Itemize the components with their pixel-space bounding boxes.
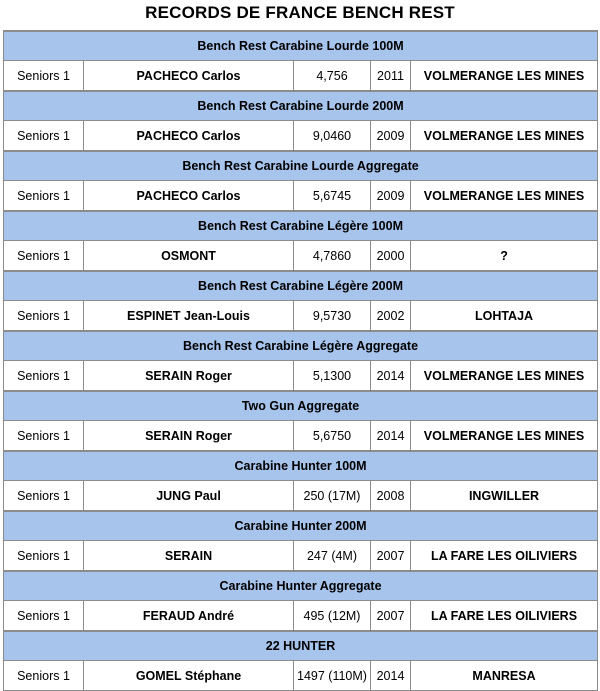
- page-title: RECORDS DE FRANCE BENCH REST: [145, 3, 455, 22]
- section-header-row: [4, 91, 598, 121]
- score-cell: 4,7860: [294, 241, 371, 272]
- record-row: [4, 61, 598, 92]
- holder-name-cell: FERAUD André: [84, 601, 294, 632]
- score-cell: 250 (17M): [294, 481, 371, 512]
- record-row: [4, 121, 598, 152]
- category-cell: Seniors 1: [4, 481, 84, 512]
- year-cell: 2014: [371, 361, 411, 392]
- record-row: [4, 421, 598, 452]
- category-cell: Seniors 1: [4, 181, 84, 212]
- holder-name-cell: PACHECO Carlos: [84, 61, 294, 92]
- section-heading: Carabine Hunter 100M: [4, 451, 598, 481]
- section-heading: Bench Rest Carabine Lourde 200M: [4, 91, 598, 121]
- year-cell: 2007: [371, 601, 411, 632]
- section-header-row: [4, 31, 598, 61]
- category-cell: Seniors 1: [4, 301, 84, 332]
- record-row: [4, 481, 598, 512]
- year-cell: 2000: [371, 241, 411, 272]
- section-header-row: [4, 631, 598, 661]
- score-cell: 1497 (110M): [294, 661, 371, 691]
- place-cell: VOLMERANGE LES MINES: [411, 361, 598, 392]
- section-heading: Carabine Hunter 200M: [4, 511, 598, 541]
- record-row: [4, 241, 598, 272]
- place-cell: LA FARE LES OILIVIERS: [411, 541, 598, 572]
- record-row: [4, 601, 598, 632]
- section-heading: Bench Rest Carabine Légère 100M: [4, 211, 598, 241]
- record-row: [4, 541, 598, 572]
- year-cell: 2011: [371, 61, 411, 92]
- year-cell: 2007: [371, 541, 411, 572]
- record-row: [4, 361, 598, 392]
- holder-name-cell: SERAIN Roger: [84, 361, 294, 392]
- place-cell: INGWILLER: [411, 481, 598, 512]
- place-cell: ?: [411, 241, 598, 272]
- category-cell: Seniors 1: [4, 361, 84, 392]
- section-header-row: [4, 571, 598, 601]
- holder-name-cell: ESPINET Jean-Louis: [84, 301, 294, 332]
- category-cell: Seniors 1: [4, 121, 84, 152]
- holder-name-cell: PACHECO Carlos: [84, 121, 294, 152]
- score-cell: 495 (12M): [294, 601, 371, 632]
- record-row: [4, 181, 598, 212]
- section-heading: 22 HUNTER: [4, 631, 598, 661]
- score-cell: 9,0460: [294, 121, 371, 152]
- records-table-body: [4, 31, 598, 691]
- category-cell: Seniors 1: [4, 61, 84, 92]
- section-heading: Bench Rest Carabine Légère 200M: [4, 271, 598, 301]
- score-cell: 247 (4M): [294, 541, 371, 572]
- category-cell: Seniors 1: [4, 541, 84, 572]
- section-heading: Bench Rest Carabine Lourde Aggregate: [4, 151, 598, 181]
- section-heading: Two Gun Aggregate: [4, 391, 598, 421]
- holder-name-cell: JUNG Paul: [84, 481, 294, 512]
- place-cell: LOHTAJA: [411, 301, 598, 332]
- category-cell: Seniors 1: [4, 241, 84, 272]
- score-cell: 9,5730: [294, 301, 371, 332]
- year-cell: 2002: [371, 301, 411, 332]
- year-cell: 2009: [371, 121, 411, 152]
- section-heading: Bench Rest Carabine Lourde 100M: [4, 31, 598, 61]
- holder-name-cell: OSMONT: [84, 241, 294, 272]
- place-cell: VOLMERANGE LES MINES: [411, 61, 598, 92]
- place-cell: VOLMERANGE LES MINES: [411, 121, 598, 152]
- place-cell: LA FARE LES OILIVIERS: [411, 601, 598, 632]
- category-cell: Seniors 1: [4, 421, 84, 452]
- holder-name-cell: SERAIN Roger: [84, 421, 294, 452]
- holder-name-cell: SERAIN: [84, 541, 294, 572]
- place-cell: VOLMERANGE LES MINES: [411, 421, 598, 452]
- record-row: [4, 661, 598, 691]
- score-cell: 4,756: [294, 61, 371, 92]
- section-header-row: [4, 211, 598, 241]
- section-header-row: [4, 391, 598, 421]
- year-cell: 2014: [371, 661, 411, 691]
- category-cell: Seniors 1: [4, 661, 84, 691]
- year-cell: 2014: [371, 421, 411, 452]
- year-cell: 2009: [371, 181, 411, 212]
- place-cell: VOLMERANGE LES MINES: [411, 181, 598, 212]
- place-cell: MANRESA: [411, 661, 598, 691]
- section-heading: Carabine Hunter Aggregate: [4, 571, 598, 601]
- records-table: [3, 30, 598, 691]
- section-header-row: [4, 271, 598, 301]
- section-header-row: [4, 511, 598, 541]
- section-header-row: [4, 451, 598, 481]
- category-cell: Seniors 1: [4, 601, 84, 632]
- year-cell: 2008: [371, 481, 411, 512]
- holder-name-cell: GOMEL Stéphane: [84, 661, 294, 691]
- record-row: [4, 301, 598, 332]
- section-heading: Bench Rest Carabine Légère Aggregate: [4, 331, 598, 361]
- score-cell: 5,1300: [294, 361, 371, 392]
- score-cell: 5,6745: [294, 181, 371, 212]
- holder-name-cell: PACHECO Carlos: [84, 181, 294, 212]
- section-header-row: [4, 331, 598, 361]
- section-header-row: [4, 151, 598, 181]
- score-cell: 5,6750: [294, 421, 371, 452]
